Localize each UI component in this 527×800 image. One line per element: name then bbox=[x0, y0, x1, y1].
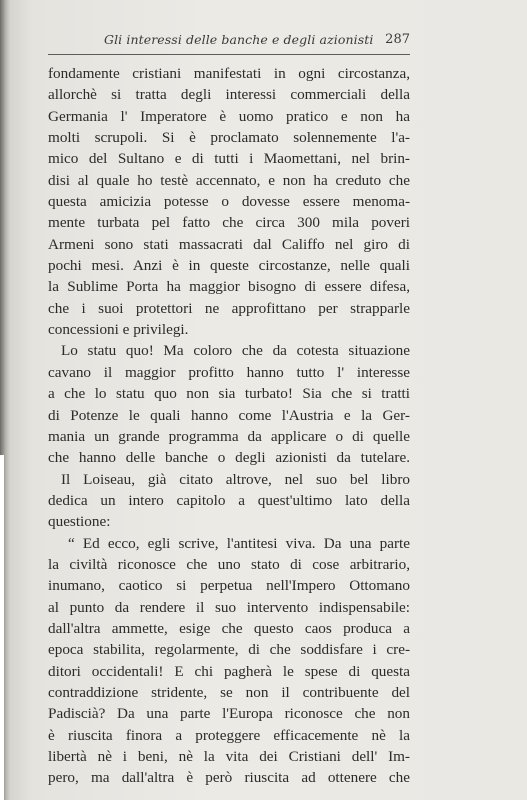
text-line: Lo statu quo! Ma coloro che da cotesta situazione bbox=[61, 342, 410, 360]
text-line: ditori occidentali! E chi pagherà le spese di questa bbox=[48, 662, 410, 680]
scan-edge-mark bbox=[0, 455, 4, 800]
text-line: pero, ma dall'altra è però riuscita ad ottenere che bbox=[48, 769, 410, 787]
text-line: che i suoi protettori ne approfittano per strapparle bbox=[48, 299, 410, 317]
text-line: concessioni e privilegi. bbox=[48, 321, 189, 339]
text-line: la civiltà riconosce che uno stato di cose arbitrario, bbox=[48, 555, 410, 573]
text-line: dall'altra ammette, esige che questo caos produca a bbox=[48, 619, 410, 637]
header-rule bbox=[48, 54, 410, 55]
text-line: fondamente cristiani manifestati in ogni circostanza, bbox=[48, 65, 410, 82]
text-line: molti scrupoli. Si è proclamato solennemente l'a- bbox=[48, 129, 410, 147]
text-line: di Potenze le quali hanno come l'Austria e la Ger- bbox=[48, 406, 410, 424]
text-line: epoca stabilita, regolarmente, di che soddisfare i cre- bbox=[48, 641, 410, 659]
text-line: Il Loiseau, già citato altrove, nel suo bel libro bbox=[61, 470, 410, 488]
text-line: mico del Sultano e di tutti i Maomettani, nel brin- bbox=[48, 150, 410, 168]
text-line: inumano, caotico si perpetua nell'Impero Ottomano bbox=[48, 577, 410, 595]
text-line: pochi mesi. Anzi è in queste circostanze, nelle quali bbox=[48, 257, 410, 275]
text-line: Padiscià? Da una parte l'Europa riconosce che non bbox=[48, 705, 410, 723]
text-line: questione: bbox=[48, 513, 111, 531]
text-line: la Sublime Porta ha maggior bisogno di essere difesa, bbox=[48, 278, 410, 296]
text-line: Armeni sono stati massacrati dal Califfo nel giro di bbox=[48, 235, 410, 253]
page-number: 287 bbox=[385, 32, 410, 47]
page-header bbox=[48, 30, 410, 50]
running-title: Gli interessi delle banche e degli azionisti bbox=[104, 32, 374, 47]
text-line: che hanno delle banche o degli azionisti da tutelare. bbox=[48, 449, 410, 467]
text-line: disi al quale ho testè accennato, e non ha creduto che bbox=[48, 171, 410, 189]
text-line: questa amicizia potesse o dovesse essere menoma- bbox=[48, 193, 410, 211]
text-line: contraddizione stridente, se non il contribuente del bbox=[48, 683, 410, 701]
text-line: cavano il maggior profitto hanno tutto l' interesse bbox=[48, 363, 410, 381]
text-line: “ Ed ecco, egli scrive, l'antitesi viva. Da una parte bbox=[68, 534, 410, 552]
text-line: allorchè si tratta degli interessi commerciali della bbox=[48, 86, 410, 104]
text-line: Germania l' Imperatore è uomo pratico e non ha bbox=[48, 107, 410, 125]
text-line: a che lo statu quo non sia turbato! Sia che si tratti bbox=[48, 385, 410, 403]
text-line: mente turbata pel fatto che circa 300 mila poveri bbox=[48, 214, 410, 232]
text-line: mania un grande programma da applicare o di quelle bbox=[48, 427, 410, 445]
body-text bbox=[48, 63, 410, 789]
text-line: è riuscita finora a proteggere efficacemente nè la bbox=[48, 726, 410, 744]
text-line: al punto da rendere il suo intervento indispensabile: bbox=[48, 598, 410, 616]
text-line: dedica un intero capitolo a quest'ultimo lato della bbox=[48, 491, 410, 509]
text-line: libertà nè i beni, nè la vita dei Cristiani dell' Im- bbox=[48, 748, 410, 765]
